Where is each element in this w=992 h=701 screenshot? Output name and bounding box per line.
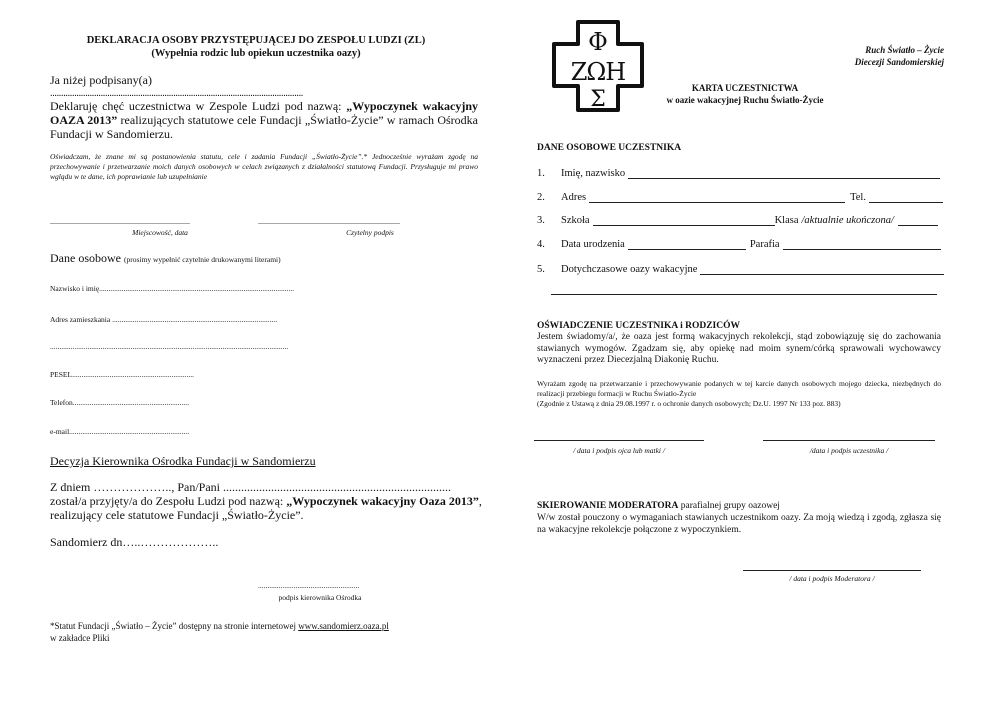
- field-label-school: Szkoła: [561, 215, 590, 226]
- personal-data-heading: [50, 251, 281, 266]
- field-number: 2.: [537, 192, 545, 203]
- address-input-line[interactable]: [589, 190, 845, 203]
- field-number: 1.: [537, 168, 545, 179]
- field-label-name: Imię, nazwisko: [561, 168, 626, 179]
- statute-footnote: [50, 621, 389, 631]
- phone-dots: ..............................................................: [72, 398, 190, 407]
- name-dots: ........................................................................................................: [99, 284, 295, 293]
- participation-declaration: [50, 99, 478, 141]
- field-number: 4.: [537, 239, 545, 250]
- pesel-field-row[interactable]: [50, 370, 194, 379]
- card-title: KARTA UCZESTNICTWA: [691, 83, 799, 93]
- field-row-name: [537, 166, 940, 179]
- statement-text: Jestem świadomy/a/, że oaza jest formą wakacyjnych rekolekcji, stąd zobowiązuję się do zachowania stawianych wymogów. Zgadzam się, aby opiekę nad moim synem/córką sprawowali wychowawcy wyznaczeni przez Diecezjalną Diakonię Ruchu.: [537, 332, 941, 365]
- declaration-subtitle: (Wypełnia rodzic lub opiekun uczestnika oazy): [151, 48, 361, 59]
- class-note: /aktualnie ukończona/: [801, 215, 894, 226]
- parent-signature-caption: / data i podpis ojca lub matki /: [573, 446, 665, 455]
- statute-link[interactable]: www.sandomierz.oaza.pl: [298, 621, 389, 631]
- declare-event-name: „Wypoczynek wakacyjny OAZA 2013”: [50, 99, 478, 127]
- referral-title: SKIEROWANIE MODERATORA: [537, 501, 679, 511]
- phone-label: Telefon: [50, 398, 73, 407]
- footnote-location: w zakładce Pliki: [50, 633, 110, 643]
- consent-text: Wyrażam zgodę na przetwarzanie i przechowywanie podanych w tej karcie danych osobowych mojego dziecka, niezbędnych do realizacji przebiegu formacji w Ruchu Światło-Życie: [537, 379, 941, 398]
- head-signature-caption: podpis kierownika Ośrodka: [278, 593, 362, 602]
- email-field-row[interactable]: [50, 427, 189, 436]
- place-date-field[interactable]: ......................................................................: [50, 217, 190, 226]
- school-input-line[interactable]: [593, 213, 775, 226]
- address-field-row[interactable]: [50, 315, 277, 324]
- field-row-previous-oases: [537, 262, 944, 275]
- signature-field[interactable]: .......................................................................: [258, 217, 400, 226]
- address-line2-field[interactable]: ...............................................................................................................................: [50, 342, 289, 351]
- declare-pre: Deklaruję chęć uczestnictwa w Zespole Ludzi pod nazwą:: [50, 99, 347, 113]
- phone-field-row[interactable]: [50, 398, 189, 407]
- participant-signature-caption: /data i podpis uczestnika /: [809, 446, 889, 455]
- parent-signature-line[interactable]: [534, 440, 704, 441]
- footnote-text: *Statut Fundacji „Światło – Życie” dostępny na stronie internetowej: [50, 621, 299, 631]
- moderator-signature-caption: / data i podpis Moderatora /: [789, 574, 875, 583]
- participant-signature-line[interactable]: [763, 440, 935, 441]
- declare-post: realizujących statutowe cele Fundacji „Światło-Życie” w ramach Ośrodka Fundacji w Sandomierzu.: [50, 113, 478, 141]
- referral-text: W/w został pouczony o wymaganiach stawianych uczestnikom oazy. Za moją wiedzą i zgodą, zgłasza się na wakacyjne rekolekcje połączone z wypoczynkiem.: [537, 513, 941, 535]
- field-number: 3.: [537, 215, 545, 226]
- phone-input-line[interactable]: [869, 190, 943, 203]
- personal-section-heading: DANE OSOBOWE UCZESTNIKA: [537, 143, 682, 153]
- personal-data-label: Dane osobowe: [50, 251, 121, 265]
- address-dots: ........................................................................................: [112, 315, 278, 324]
- consent-law: (Zgodnie z Ustawą z dnia 29.08.1997 r. o ochronie danych osobowych; Dz.U. 1997 Nr 133 poz. 883): [537, 399, 841, 408]
- moderator-signature-line[interactable]: [743, 570, 921, 571]
- signature-caption: Czytelny podpis: [346, 228, 394, 237]
- field-label-previous-oases: Dotychczasowe oazy wakacyjne: [561, 264, 698, 275]
- statute-statement: Oświadczam, że znane mi są postanowienia statutu, cele i zadania Fundacji „Światło-Życie”.* Jednocześnie wyrażam zgodę na przechowywanie i przetwarzanie moich danych osobowych w celach związanych z działalności statutową Fundacji. Przysługuje mi prawo wglądu w te dane, ich poprawianie lub uzupełnianie: [50, 152, 478, 181]
- decision-heading: Decyzja Kierownika Ośrodka Fundacji w Sandomierzu: [50, 454, 316, 468]
- field-row-address: [537, 190, 943, 203]
- undersigned-label: Ja niżej podpisany(a): [50, 73, 152, 87]
- place-date-caption: Miejscowość, data: [132, 228, 188, 237]
- sandomierz-date-line: Sandomierz dn…..………………..: [50, 535, 219, 549]
- org-name: Ruch Światło – Życie: [865, 45, 944, 55]
- logo-zoe: ΖΩΗ: [570, 58, 626, 86]
- referral-heading: [537, 501, 780, 511]
- address-label: Adres zamieszkania: [50, 315, 111, 324]
- field-label-address: Adres: [561, 192, 587, 203]
- logo-phi: Φ: [588, 28, 608, 56]
- accepted-pre: został/a przyjęty/a do Zespołu Ludzi pod nazwą:: [50, 494, 287, 508]
- head-signature-field[interactable]: ......................................................: [258, 581, 360, 590]
- email-dots: ................................................................: [69, 427, 190, 436]
- decision-date-line: Z dniem ……………….., Pan/Pani ............................................................................: [50, 480, 451, 494]
- accepted-post: ,: [478, 494, 482, 508]
- name-label: Nazwisko i imię: [50, 284, 100, 293]
- undersigned-field[interactable]: ...................................................................................................................: [50, 88, 304, 99]
- previous-oases-input-line[interactable]: [700, 262, 944, 275]
- field-row-school: [537, 213, 938, 226]
- decision-accepted-line: [50, 494, 482, 509]
- statement-heading: OŚWIADCZENIE UCZESTNIKA i RODZICÓW: [537, 321, 740, 331]
- field-number: 5.: [537, 264, 545, 275]
- parish-input-line[interactable]: [783, 237, 941, 250]
- logo-sigma: Σ: [590, 87, 606, 112]
- field-label-class: Klasa: [774, 215, 799, 226]
- email-label: e-mail: [50, 427, 70, 436]
- birthdate-input-line[interactable]: [628, 237, 746, 250]
- declaration-title: DEKLARACJA OSOBY PRZYSTĘPUJĄCEJ DO ZESPOŁU LUDZI (ZL): [86, 35, 426, 46]
- accepted-event-name: „Wypoczynek wakacyjny Oaza 2013”: [286, 494, 479, 508]
- referral-title-suffix: parafialnej grupy oazowej: [678, 501, 780, 511]
- name-field-row[interactable]: [50, 284, 294, 293]
- decision-purpose-line: realizujący cele statutowe Fundacji „Światło-Życie”.: [50, 508, 304, 522]
- name-input-line[interactable]: [628, 166, 940, 179]
- card-subtitle: w oazie wakacyjnej Ruchu Światło-Życie: [666, 95, 824, 105]
- class-input-line[interactable]: [898, 213, 938, 226]
- previous-oases-line2[interactable]: [551, 294, 937, 295]
- personal-data-note: (prosimy wypełnić czytelnie drukowanymi literami): [123, 255, 281, 264]
- field-row-birth: [537, 237, 941, 250]
- field-label-birthdate: Data urodzenia: [561, 239, 625, 250]
- org-diocese: Diecezji Sandomierskiej: [854, 57, 944, 67]
- pesel-dots: .................................................................: [72, 370, 194, 379]
- field-label-phone: Tel.: [850, 192, 866, 203]
- pesel-label: PESEL: [50, 370, 73, 379]
- field-label-parish: Parafia: [749, 239, 780, 250]
